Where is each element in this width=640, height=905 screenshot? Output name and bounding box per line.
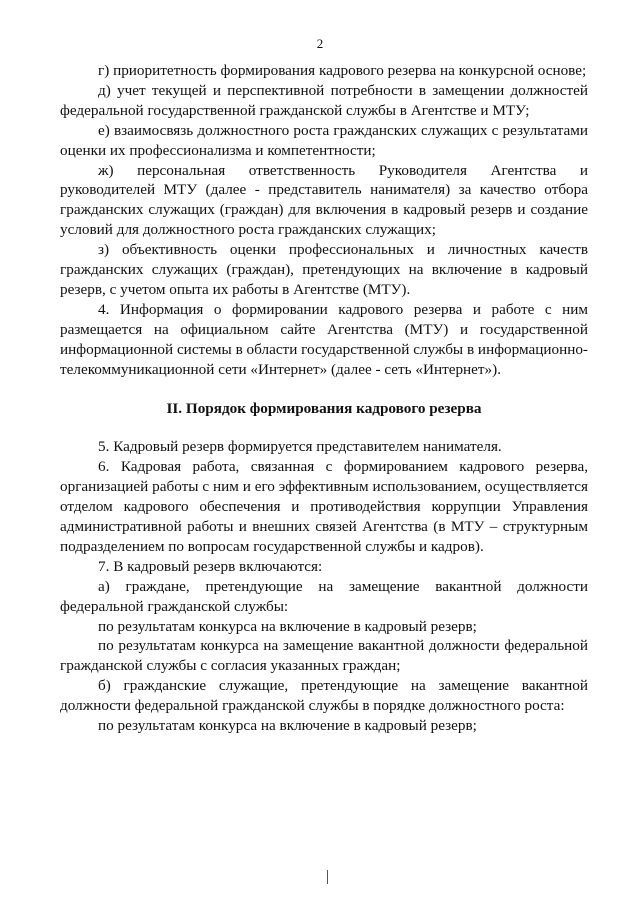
- page-number: 2: [316, 36, 324, 51]
- paragraph-6: 6. Кадровая работа, связанная с формированием кадрового резерва, организацией работы с ним и его эффективным использованием, осуществляется отделом кадрового обеспечения и противодействия коррупции Управления административной работы и внешних связей Агентства (в МТУ – структурным подразделением по вопросам государственной службы и кадров).: [60, 458, 588, 555]
- paragraph-7b-1: по результатам конкурса на включение в кадровый резерв;: [98, 717, 477, 735]
- paragraph-item-z: з) объективность оценки профессиональных и личностных качеств гражданских служащих (граждан), претендующих на включение в кадровый резерв, с учетом опыта их работы в Агентстве (МТУ).: [60, 241, 588, 298]
- paragraph-7b: б) гражданские служащие, претендующие на замещение вакантной должности федеральной гражданской службы в порядке должностного роста:: [60, 677, 588, 715]
- scan-artifact: [327, 870, 328, 884]
- paragraph-7: 7. В кадровый резерв включаются:: [98, 557, 323, 575]
- paragraph-7a-2: по результатам конкурса на замещение вакантной должности федеральной гражданской службы с согласия указанных граждан;: [60, 637, 588, 675]
- paragraph-7a: а) граждане, претендующие на замещение вакантной должности федеральной гражданской службы:: [60, 577, 588, 615]
- paragraph-4: 4. Информация о формировании кадрового резерва и работе с ним размещается на официальном сайте Агентства (МТУ) и государственной информационной системы в области государственной службы в информационно-телекоммуникационной сети «Интернет» (далее - сеть «Интернет»).: [60, 300, 588, 378]
- section-heading: II. Порядок формирования кадрового резерва: [166, 399, 482, 417]
- paragraph-item-g: г) приоритетность формирования кадрового резерва на конкурсной основе;: [98, 62, 587, 79]
- spacer: [60, 380, 588, 399]
- paragraph-item-d: д) учет текущей и перспективной потребности в замещении должностей федеральной государственной гражданской службы в Агентстве и МТУ;: [60, 81, 588, 119]
- paragraph-7a-1: по результатам конкурса на включение в кадровый резерв;: [98, 617, 477, 635]
- paragraph-item-zh: ж) персональная ответственность Руководителя Агентства и руководителей МТУ (далее - представитель нанимателя) за качество отбора гражданских служащих (граждан) для включения в кадровый резерв и создание условий для должностного роста гражданских служащих;: [60, 161, 588, 239]
- paragraph-item-e: е) взаимосвязь должностного роста гражданских служащих с результатами оценки их профессионализма и компетентности;: [60, 121, 588, 159]
- paragraph-5: 5. Кадровый резерв формируется представителем нанимателя.: [98, 438, 502, 456]
- spacer: [60, 418, 588, 437]
- document-body: [60, 61, 588, 736]
